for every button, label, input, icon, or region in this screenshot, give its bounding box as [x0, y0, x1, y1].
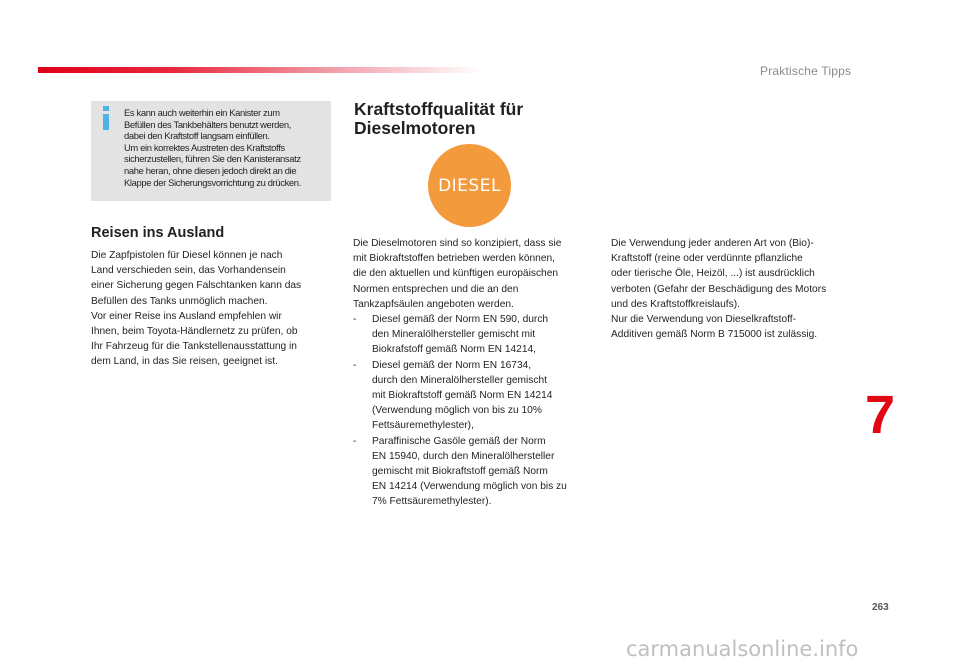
- text-line: und des Kraftstoffkreislaufs).: [611, 298, 740, 310]
- info-line: dabei den Kraftstoff langsam einfüllen.: [124, 130, 270, 142]
- text-line: Diesel gemäß der Norm EN 590, durch: [372, 314, 549, 326]
- info-icon: [99, 106, 113, 130]
- info-line: Klappe der Sicherungsvorrichtung zu drücken.: [124, 176, 301, 188]
- text-line: Befüllen des Tanks unmöglich machen.: [91, 295, 268, 307]
- diesel-warning-text: [611, 236, 826, 342]
- diesel-heading-line: Kraftstoffqualität für: [354, 99, 524, 119]
- info-line: nahe heran, ohne diesen jedoch direkt an die: [124, 164, 297, 176]
- text-line: Ihr Fahrzeug für die Tankstellenausstattung in: [91, 341, 297, 353]
- text-line: Die Zapfpistolen für Diesel können je nach: [91, 250, 283, 261]
- diesel-text: [353, 236, 567, 510]
- section-title: Praktische Tipps: [760, 64, 852, 78]
- diesel-badge: [428, 144, 511, 227]
- text-line: Tankzapfsäulen angeboten werden.: [353, 298, 514, 310]
- text-line: oder tierische Öle, Heizöl, ...) ist ausdrücklich: [611, 268, 815, 280]
- text-line: einer Sicherung gegen Falschtanken kann das: [91, 280, 302, 292]
- header-accent-bar: [38, 67, 482, 73]
- info-line: sicherzustellen, führen Sie den Kanisteransatz: [124, 153, 301, 165]
- text-line: Paraffinische Gasöle gemäß der Norm: [372, 435, 546, 447]
- chapter-number: 7: [865, 385, 896, 445]
- watermark: carmanualsonline.info: [626, 637, 859, 661]
- bullet-item: [353, 358, 567, 373]
- text-line: (Verwendung möglich von bis zu 10%: [372, 405, 542, 417]
- text-line: die den aktuellen und künftigen europäischen: [353, 268, 559, 280]
- text-line: Additiven gemäß Norm B 715000 ist zulässig.: [611, 329, 818, 341]
- text-line: Diesel gemäß der Norm EN 16734,: [372, 359, 532, 371]
- text-line: verboten (Gefahr der Beschädigung des Motors: [611, 283, 827, 295]
- diesel-heading-line: Dieselmotoren: [354, 118, 476, 138]
- info-line: Es kann auch weiterhin ein Kanister zum: [124, 107, 280, 118]
- diesel-badge-label: DIESEL: [438, 175, 501, 196]
- info-line: Befüllen des Tankbehälters benutzt werden,: [124, 118, 292, 130]
- text-line: Nur die Verwendung von Dieselkraftstoff-: [611, 314, 796, 326]
- page-number: 263: [872, 602, 889, 613]
- text-line: gemischt mit Biokraftstoff gemäß Norm: [372, 466, 548, 478]
- bullet-dash: -: [353, 435, 357, 447]
- text-line: EN 15940, durch den Mineralölhersteller: [372, 450, 555, 462]
- text-line: dem Land, in das Sie reisen, geeignet ist.: [91, 356, 278, 368]
- text-line: Land verschieden sein, das Vorhandensein: [91, 265, 286, 277]
- text-line: Kraftstoff (reine oder verdünnte pflanzliche: [611, 253, 803, 265]
- text-line: Die Verwendung jeder anderen Art von (Bio)-: [611, 238, 814, 249]
- text-line: 7% Fettsäuremethylester).: [372, 496, 492, 508]
- text-line: den Mineralölhersteller gemischt mit: [372, 329, 536, 341]
- bullet-item: [353, 312, 567, 327]
- text-line: mit Biokraftstoff gemäß Norm EN 14214: [372, 390, 553, 402]
- diesel-heading: [354, 100, 523, 138]
- text-line: durch den Mineralölhersteller gemischt: [372, 374, 547, 386]
- info-text: [124, 107, 326, 188]
- text-line: Die Dieselmotoren sind so konzipiert, dass sie: [353, 238, 562, 249]
- ausland-text: [91, 248, 301, 370]
- text-line: Fettsäuremethylester),: [372, 420, 474, 432]
- text-line: Normen entsprechen und die an den: [353, 283, 519, 295]
- text-line: mit Biokraftstoffen betrieben werden können,: [353, 253, 555, 265]
- text-line: Vor einer Reise ins Ausland empfehlen wir: [91, 310, 282, 322]
- ausland-heading: Reisen ins Ausland: [91, 225, 225, 241]
- info-line: Um ein korrektes Austreten des Kraftstoffs: [124, 141, 285, 153]
- bullet-dash: -: [353, 359, 357, 371]
- bullet-item: [353, 434, 567, 449]
- bullet-dash: -: [353, 314, 357, 326]
- text-line: Ihnen, beim Toyota-Händlernetz zu prüfen, ob: [91, 326, 298, 338]
- text-line: Biokrafstoff gemäß Norm EN 14214,: [372, 344, 537, 356]
- text-line: EN 14214 (Verwendung möglich von bis zu: [372, 481, 567, 493]
